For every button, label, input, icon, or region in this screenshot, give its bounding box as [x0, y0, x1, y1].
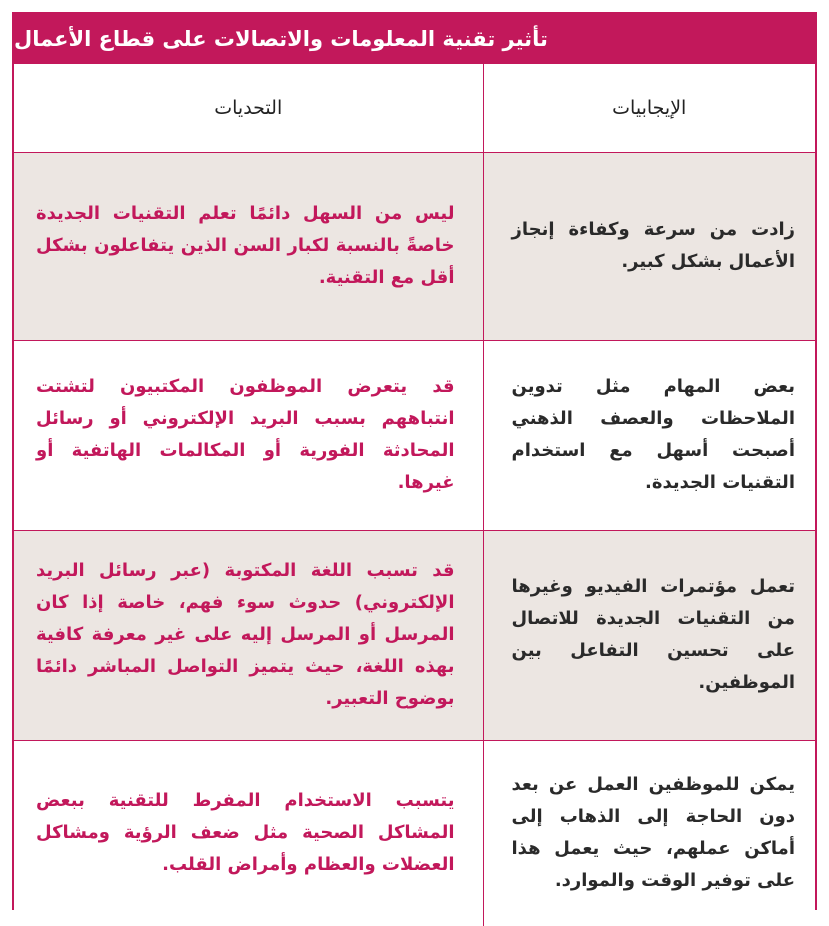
table-row — [14, 152, 815, 340]
table-row — [14, 340, 815, 530]
table-row — [14, 530, 815, 740]
challenge-cell: قد تسبب اللغة المكتوبة (عبر رسائل البريد الإلكتروني) حدوث سوء فهم، خاصة إذا كان المرسل أو المرسل إليه على غير معرفة كافية بهذه اللغة، حيث يتميز التواصل المباشر دائمًا بوضوح التعبير. — [14, 530, 483, 740]
table-row — [14, 740, 815, 926]
comparison-table — [14, 64, 815, 926]
table-title: تأثير تقنية المعلومات والاتصالات على قطاع الأعمال — [14, 14, 815, 64]
challenge-cell: ليس من السهل دائمًا تعلم التقنيات الجديدة خاصةً بالنسبة لكبار السن الذين يتفاعلون بشكل أقل مع التقنية. — [14, 152, 483, 340]
advantage-cell: يمكن للموظفين العمل عن بعد دون الحاجة إلى الذهاب إلى أماكن عملهم، حيث يعمل هذا على توفير الوقت والموارد. — [483, 740, 815, 926]
challenge-cell: يتسبب الاستخدام المفرط للتقنية ببعض المشاكل الصحية مثل ضعف الرؤية ومشاكل العضلات والعظام وأمراض القلب. — [14, 740, 483, 926]
header-row — [14, 64, 815, 152]
advantage-cell: بعض المهام مثل تدوين الملاحظات والعصف الذهني أصبحت أسهل مع استخدام التقنيات الجديدة. — [483, 340, 815, 530]
header-advantages: الإيجابيات — [483, 64, 815, 152]
header-challenges: التحديات — [14, 64, 483, 152]
impact-table — [12, 12, 817, 910]
advantage-cell: تعمل مؤتمرات الفيديو وغيرها من التقنيات الجديدة للاتصال على تحسين التفاعل بين الموظفين. — [483, 530, 815, 740]
challenge-cell: قد يتعرض الموظفون المكتبيون لتشتت انتباههم بسبب البريد الإلكتروني أو رسائل المحادثة الفورية أو المكالمات الهاتفية أو غيرها. — [14, 340, 483, 530]
advantage-cell: زادت من سرعة وكفاءة إنجاز الأعمال بشكل كبير. — [483, 152, 815, 340]
